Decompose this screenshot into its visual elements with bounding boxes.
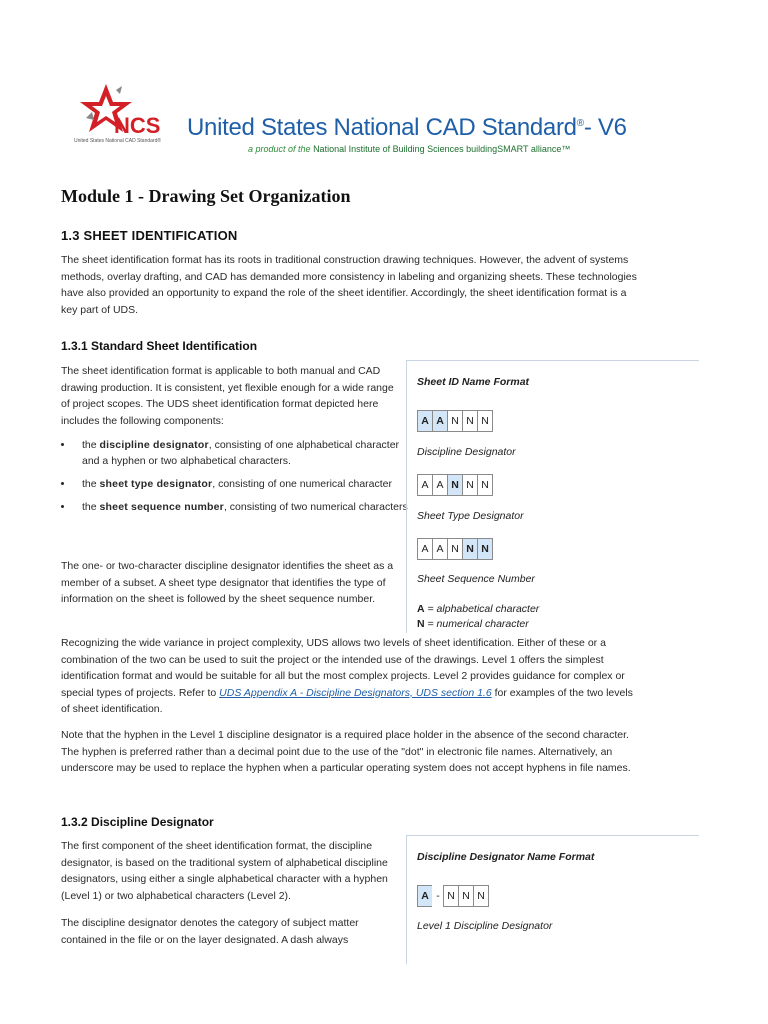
char-box: A	[432, 410, 448, 432]
char-box: -	[432, 885, 444, 907]
char-box: N	[447, 474, 463, 496]
char-box: A	[432, 538, 448, 560]
char-box: N	[458, 885, 474, 907]
sheet-id-format-sidebar	[406, 360, 699, 633]
section-heading: 1.3 SHEET IDENTIFICATION	[61, 228, 238, 243]
list-item: • the discipline designator, consisting of one alphabetical character and a hyphen or two alphabetical characters.	[74, 437, 414, 469]
paragraph: The first component of the sheet identification format, the discipline designator, is based on the traditional system of alphabetical discipline designators, using either a single alphabetical character with a hyphen (Level 1) or two alphabetical characters (Level 2).	[61, 840, 388, 902]
format-boxes-level1	[417, 885, 489, 907]
char-box: N	[473, 885, 489, 907]
paragraph: Note that the hyphen in the Level 1 discipline designator is a required place holder in the absence of the second character. The hyphen is preferred rather than a decimal point due to the use of the "dot" in electronic file names. Alternatively, an underscore may be used to replace the hyphen when a particular operating system does not accept hyphens in file names.	[61, 729, 631, 774]
char-box: A	[417, 885, 433, 907]
component-list	[61, 437, 414, 522]
char-box: N	[447, 538, 463, 560]
format-caption: Sheet Type Designator	[417, 510, 524, 522]
char-box: N	[462, 410, 478, 432]
format-boxes-sequence	[417, 538, 493, 560]
list-item: • the sheet sequence number, consisting of two numerical characters	[74, 499, 414, 515]
uds-appendix-link[interactable]: UDS Appendix A - Discipline Designators, UDS section 1.6	[219, 686, 492, 699]
char-box: N	[443, 885, 459, 907]
paragraph: The discipline designator denotes the category of subject matter contained in the file or on the layer designated. A dash always	[61, 917, 359, 946]
subsection-heading-1: 1.3.1 Standard Sheet Identification	[61, 339, 258, 353]
char-box: N	[447, 410, 463, 432]
format-caption: Level 1 Discipline Designator	[417, 920, 553, 932]
legend-item: N = numerical character	[417, 618, 529, 630]
format-caption: Sheet Sequence Number	[417, 573, 535, 585]
format-boxes-sheet-type	[417, 474, 493, 496]
subsection-heading-2: 1.3.2 Discipline Designator	[61, 815, 214, 829]
legend-item: A = alphabetical character	[417, 603, 540, 615]
char-box: A	[417, 538, 433, 560]
char-box: A	[432, 474, 448, 496]
brand-tagline: a product of the National Institute of Building Sciences buildingSMART alliance™	[248, 144, 571, 154]
char-box: A	[417, 410, 433, 432]
section-intro: The sheet identification format has its roots in traditional construction drawing techniques. However, the advent of systems methods, overlay drafting, and CAD has demanded more consistency in labeling and organizing sheets. These technologies have also provided an opportunity to expand the role of the sheet identifier. Accordingly, the sheet identification format is a key part of UDS.	[61, 254, 637, 316]
logo-subtitle: United States National CAD Standard®	[74, 138, 162, 144]
sidebar-title: Sheet ID Name Format	[417, 376, 530, 388]
discipline-format-sidebar	[406, 835, 699, 964]
sidebar-title: Discipline Designator Name Format	[417, 851, 595, 863]
list-item: • the sheet type designator, consisting of one numerical character	[74, 476, 414, 492]
header-banner	[62, 82, 682, 162]
paragraph-with-link: Recognizing the wide variance in project complexity, UDS allows two levels of sheet identification. Either of these or a combination of the two can be used to suit the project or the intended use of the drawings. Level 1 offers the simplest identification format and would be suitable for all but the most complex projects. Level 2 provides guidance for complex or special types of projects. Refer to UDS Appendix A - Discipline Designators, UDS section 1.6 for examples of the two levels of sheet identification.	[61, 637, 633, 715]
paragraph: The sheet identification format is applicable to both manual and CAD drawing production. It is consistent, yet flexible enough for a wide range of project scopes. The UDS sheet identification format depicted here includes the following components:	[61, 365, 394, 427]
page-title: Module 1 - Drawing Set Organization	[61, 186, 351, 206]
char-box: N	[477, 410, 493, 432]
format-legend	[417, 602, 539, 632]
logo-text: NCS	[114, 113, 161, 138]
brand-title: United States National CAD Standard®- V6	[187, 114, 627, 141]
char-box: N	[477, 538, 493, 560]
format-caption: Discipline Designator	[417, 446, 516, 458]
char-box: N	[477, 474, 493, 496]
char-box: N	[462, 538, 478, 560]
char-box: N	[462, 474, 478, 496]
char-box: A	[417, 474, 433, 496]
paragraph: The one- or two-character discipline designator identifies the sheet as a member of a subset. A sheet type designator that identifies the type of information on the sheet is followed by the sheet sequence number.	[61, 560, 394, 605]
format-boxes-discipline	[417, 410, 493, 432]
